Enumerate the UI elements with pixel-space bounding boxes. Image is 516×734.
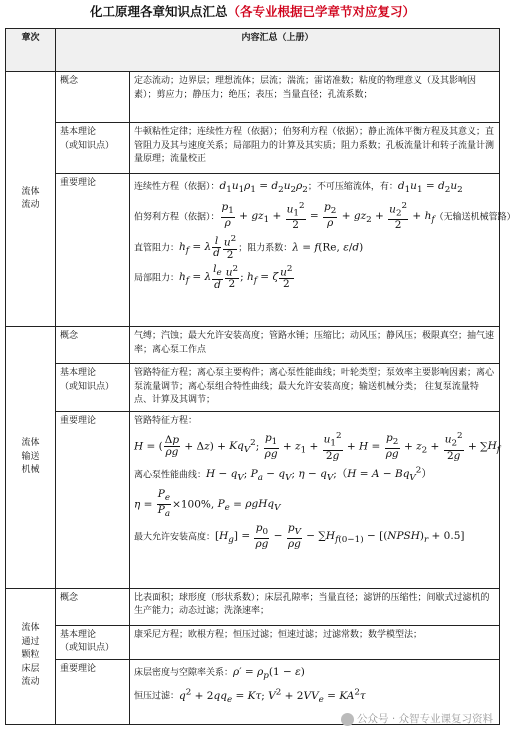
table-row [6,588,500,625]
table-row [6,411,500,588]
bed-density-equation: 床层密度与空隙率关系：$\rho' = \rho_p(1 - \varepsilon)$ [134,665,305,681]
row-label: 基本理论 （或知识点） [56,123,130,174]
efficiency-equation: η = $\frac{P_e}{P_a}$ ×100%, $P_e = \rho gHq_V$ [134,487,281,519]
chapter-cell: 流体输送机械 [6,327,56,589]
chapter-cell: 流体流动 [6,72,56,327]
row-content: 管路特征方程；离心泵主要构件；离心泵性能曲线；叶轮类型；泵效率主要影响因素；离心泵流量调节；离心泵组合特性曲线；最大允许安装高度；输送机械分类； 往复泵流量特点、计算及其调节； [130,364,500,412]
page-title: 化工原理各章知识点汇总（各专业根据已学章节对应复习） [89,4,416,19]
header-chapter: 章次 [6,29,56,72]
header-content: 内容汇总（上册） [56,29,500,72]
install-height: 最大允许安装高度：$[H_g]$ = $\frac{p_0}{\rho g}$ − $\frac{p_V}{\rho g}$ − $\sum H_{f(0-1)}$ − $[(NPSH)_r + 0.5]$ [134,521,465,550]
row-label: 基本理论 （或知识点） [56,364,130,412]
table-header [6,29,500,72]
table-row [6,327,500,364]
row-content: 比表面积；球形度（形状系数）；床层孔隙率；当量直径；滤饼的压缩性；间歇式过滤机的生产能力；动态过滤；洗涤速率； [130,588,500,625]
row-content [130,174,516,327]
pump-curve: 离心泵性能曲线：$H - q_V$; $P_a - q_V$; $\eta - q_V;(H = A - Bq_V^2)$ [134,465,432,484]
straight-pipe-resistance: 直管阻力：$h_f = \lambda$ $\frac{l}{d}$ $\frac{u^2}{2}$ ；阻力系数：λ = f(Re, ε/d) [134,234,364,261]
row-label: 概念 [56,588,130,625]
chapter-cell: 流体通过颗粒床层流动 [6,588,56,724]
pipe-equation: H = ( $\frac{\Delta p}{\rho g}$ + $\Delta z) + Kq_V^2$; $\frac{p_1}{\rho g}$ + $z_1$ + $\frac{u_1^2}{2g}$ + H = $\frac{p_2}{\rho g}$ + $z_2$ + $\frac{u_2^2}{2g}$ + $\sum H_f$ [134,431,501,462]
row-content: 定态流动；边界层；理想流体；层流；湍流；雷诺准数；粘度的物理意义（及其影响因素）；剪应力；静压力；绝压；表压；当量直径；孔流系数； [130,72,500,123]
continuity-equation: 连续性方程（依据）：$d_1u_1\rho_1 = d_2u_2\rho_2$；不可压缩流体，有：$d_1u_1 = d_2u_2$ [134,180,463,196]
wechat-logo-icon [341,713,354,726]
constant-pressure-equation: 恒压过滤：$q^2 + 2qq_e = K\tau$; $V^2 + 2VV_e = KA^2\tau$ [134,687,366,705]
row-label: 概念 [56,327,130,364]
table-row [6,72,500,123]
table-row [6,174,500,327]
table-row [6,364,500,412]
local-resistance: 局部阻力：$h_f = \lambda$ $\frac{l_e}{d}$ $\frac{u^2}{2}$ ; $h_f = \zeta$ $\frac{u^2}{2}$ [134,262,293,291]
row-label: 基本理论 （或知识点） [56,625,130,659]
row-content: 管路特征方程： H = ( $\frac{\Delta p}{\rho g}$ + $\Delta z) + Kq_V^2$; $\frac{p_1}{\rho g}$ + $z_1$ + $\frac{u_1^2}{2g}$ + H = $\frac{p_2}{\rho g}$ + $z_2$ + $\frac{u_2^2}{2g}$ + $\sum H_f$ 离心泵性能曲线：$H - q_V$; $P_a - q_V$; $\eta - q_V;(H = A - Bq_V^2)$ η = $\frac{P_e}{P_a}$ ×100%, $P_e = \rho gHq_V$ 最大允许安装高度：$[H_g]$ = $\frac{p_0}{\rho g}$ − $\frac{p_V}{\rho g}$ − $\sum H_{f(0-1)}$ − $[(NPSH)_r + 0.5]$ [130,411,500,588]
row-content: 气缚；汽蚀；最大允许安装高度；管路水锤；压缩比；动风压；静风压；极限真空；抽气速率；离心泵工作点 [130,327,500,364]
bernoulli-equation: 伯努利方程（依据）： $\frac{p_1}{\rho}$ + $gz_1$ + $\frac{u_1^2}{2}$ = $\frac{p_2}{\rho}$ + $gz_2$ + $\frac{u_2^2}{2}$ + $h_f$（无输送机械管路） [134,200,516,232]
row-content: 康采尼方程；欧根方程；恒压过滤；恒速过滤；过滤常数；数学模型法； [130,625,500,659]
summary-table [5,28,516,725]
row-label: 概念 [56,72,130,123]
table-row [6,625,500,659]
row-label: 重要理论 [56,659,130,724]
row-label: 重要理论 [56,411,130,588]
row-content: 牛顿粘性定律；连续性方程（依据）；伯努利方程（依据）；静止流体平衡方程及其意义；直管阻力及其与速度关系；局部阻力的计算及其实质；阻力系数；孔板流量计和转子流量计测量原理；流量校正 [130,123,500,174]
watermark: 公众号 · 众智专业课复习资料 [341,711,493,726]
table-row [6,123,500,174]
row-label: 重要理论 [56,174,130,327]
